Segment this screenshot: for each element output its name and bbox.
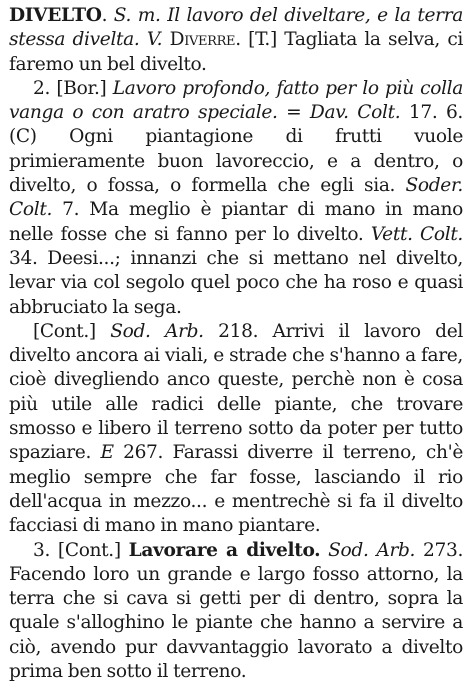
text-run: 17. 6. (C) Ogni piantagione di frutti vuole primieramente buon lavoreccio, e a dentro, o divelto, o fossa, o formella che egli sia. bbox=[9, 102, 463, 197]
italic-text: S. m. Il lavoro del diveltare, e la terra stessa divelta. V. bbox=[9, 5, 463, 51]
text-run: 34. Deesi...; innanzi che si mettano nel divelto, levar via col segolo quel poco che ha roso e quasi abbruciato la sega. bbox=[9, 247, 463, 318]
text-run bbox=[162, 29, 169, 50]
text-run: 3. [Cont.] bbox=[33, 539, 129, 561]
sense-2-paragraph bbox=[9, 77, 463, 320]
italic-text: Sod. Arb. bbox=[110, 320, 204, 342]
italic-text: Vett. Colt. bbox=[370, 223, 463, 245]
text-run bbox=[320, 540, 328, 561]
text-run: 2. [Bor.] bbox=[33, 77, 113, 99]
italic-text: Lavoro profondo, fatto per lo più colla vanga o con aratro speciale. = Dav. Colt. bbox=[9, 77, 464, 124]
italic-text: Sod. Arb. bbox=[328, 539, 416, 561]
continuation-paragraph bbox=[9, 320, 463, 539]
text-run: . bbox=[101, 5, 114, 26]
text-run: 218. Arrivi il lavoro del divelto ancora ai viali, e strade che s'hanno a fare, cioè divegliendo anco queste, perchè non è cosa più utile alle radici delle piante, che trovare smosso e libero il terreno sotto da poter per tutto spaziare. bbox=[9, 320, 463, 464]
text-run: [Cont.] bbox=[33, 320, 111, 342]
text-run: 267. Farassi diverre il terreno, ch'è meglio sempre che far fosse, lasciando il rio dell'acqua in mezzo... e mentrechè si fa il divelto facciasi di mano in mano piantare. bbox=[9, 442, 463, 537]
text-run: 273. Facendo loro un grande e largo fosso attorno, la terra che si cava si getti per di dentro, sopra la quale s'alloghino le piante che hanno a servire a ciò, avendo pur davvantaggio lavorato a divelto prima ben sotto il terreno. bbox=[9, 539, 463, 683]
entry-definition-paragraph bbox=[9, 4, 463, 77]
text-run: . [T.] Tagliata la selva, ci faremo un bel divelto. bbox=[9, 29, 463, 75]
italic-text: E bbox=[100, 442, 114, 464]
bold-term: DIVELTO bbox=[9, 5, 102, 26]
small-caps-reference: Diverre bbox=[169, 29, 236, 51]
italic-text: Soder. Colt. bbox=[9, 175, 463, 221]
text-run: 7. Ma meglio è piantar di mano in mano nelle fosse che si fanno per lo divelto. bbox=[9, 199, 463, 245]
bold-term: Lavorare a divelto. bbox=[128, 539, 321, 561]
sense-3-paragraph bbox=[9, 539, 463, 684]
